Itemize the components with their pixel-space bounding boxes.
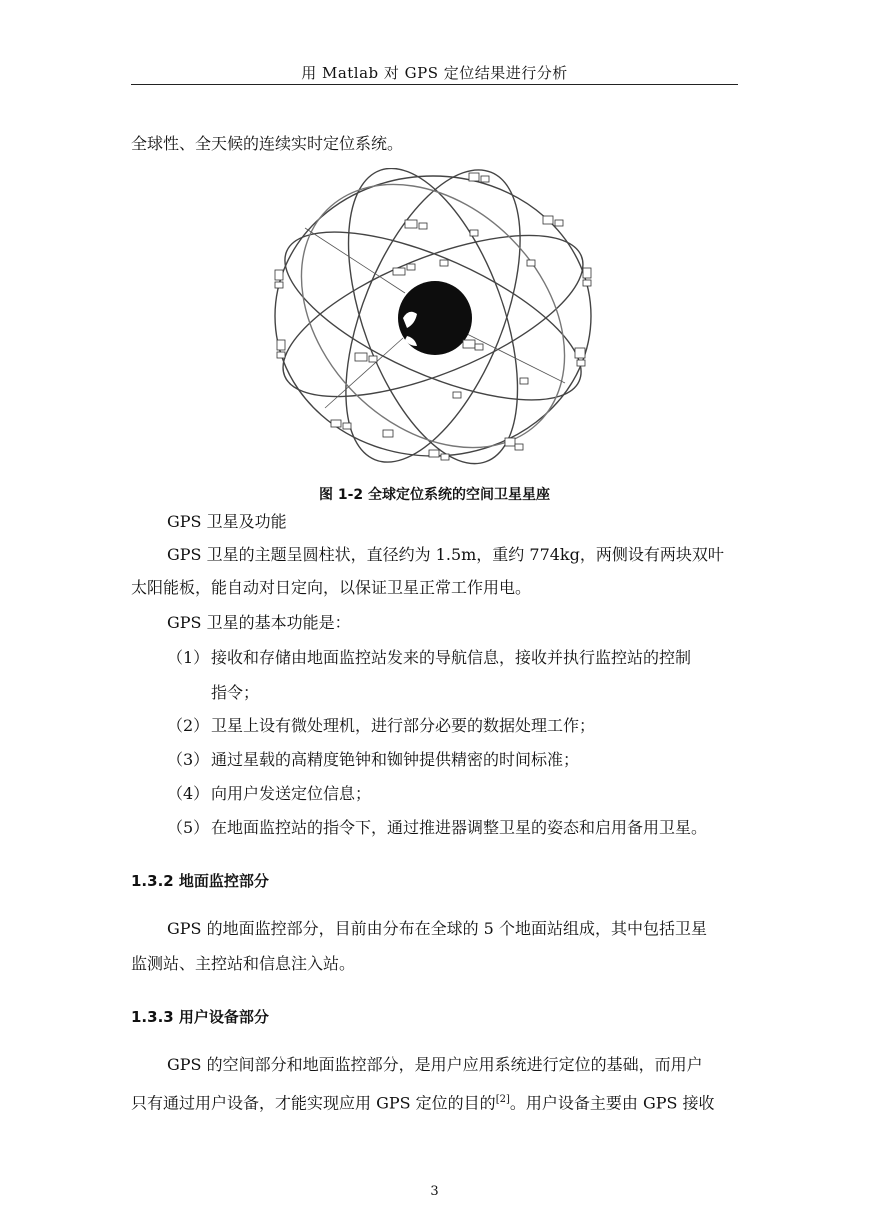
paragraph-line: 监测站、主控站和信息注入站。 <box>131 954 356 973</box>
text-segment: 。用户设备主要由 GPS 接收 <box>509 1093 715 1113</box>
list-item-continuation: 指令； <box>211 683 260 702</box>
list-item <box>167 818 707 838</box>
gps-constellation-figure <box>265 168 605 473</box>
list-item <box>167 784 371 804</box>
list-text: 卫星上设有微处理机，进行部分必要的数据处理工作； <box>211 716 596 735</box>
section-heading-1-3-2: 1.3.2 地面监控部分 <box>131 872 269 890</box>
paragraph-line: GPS 的空间部分和地面监控部分，是用户应用系统进行定位的基础，而用户 <box>167 1055 703 1074</box>
list-number: （2） <box>167 716 210 735</box>
list-number: （4） <box>167 784 210 803</box>
list-text: 接收和存储由地面监控站发来的导航信息，接收并执行监控站的控制 <box>211 648 692 667</box>
section-heading-1-3-3: 1.3.3 用户设备部分 <box>131 1008 269 1026</box>
list-text: 通过星载的高精度铯钟和铷钟提供精密的时间标准； <box>211 750 580 769</box>
paragraph-line: GPS 卫星的主题呈圆柱状，直径约为 1.5m，重约 774kg，两侧设有两块双叶 <box>167 545 724 564</box>
list-text: 向用户发送定位信息； <box>211 784 372 803</box>
text-segment: 只有通过用户设备，才能实现应用 GPS 定位的目的 <box>131 1093 496 1113</box>
list-item <box>167 750 579 770</box>
list-item <box>167 716 595 736</box>
intro-line: 全球性、全天候的连续实时定位系统。 <box>131 134 404 153</box>
list-text: 在地面监控站的指令下，通过推进器调整卫星的姿态和启用备用卫星。 <box>211 818 708 837</box>
paragraph-line <box>131 1090 715 1113</box>
list-number: （1） <box>167 648 210 667</box>
page-number: 3 <box>430 1184 439 1199</box>
list-number: （3） <box>167 750 210 769</box>
figure-caption: 图 1-2 全球定位系统的空间卫星星座 <box>318 487 551 503</box>
header-rule <box>131 84 738 85</box>
list-item <box>167 648 691 668</box>
function-intro: GPS 卫星的基本功能是： <box>167 613 351 632</box>
section-title-satellite: GPS 卫星及功能 <box>167 512 287 531</box>
citation-ref: [2] <box>495 1094 510 1105</box>
paragraph-line: GPS 的地面监控部分，目前由分布在全球的 5 个地面站组成，其中包括卫星 <box>167 919 707 938</box>
list-number: （5） <box>167 818 210 837</box>
paragraph-line: 太阳能板，能自动对日定向，以保证卫星正常工作用电。 <box>131 578 532 597</box>
running-header: 用 Matlab 对 GPS 定位结果进行分析 <box>301 64 568 82</box>
